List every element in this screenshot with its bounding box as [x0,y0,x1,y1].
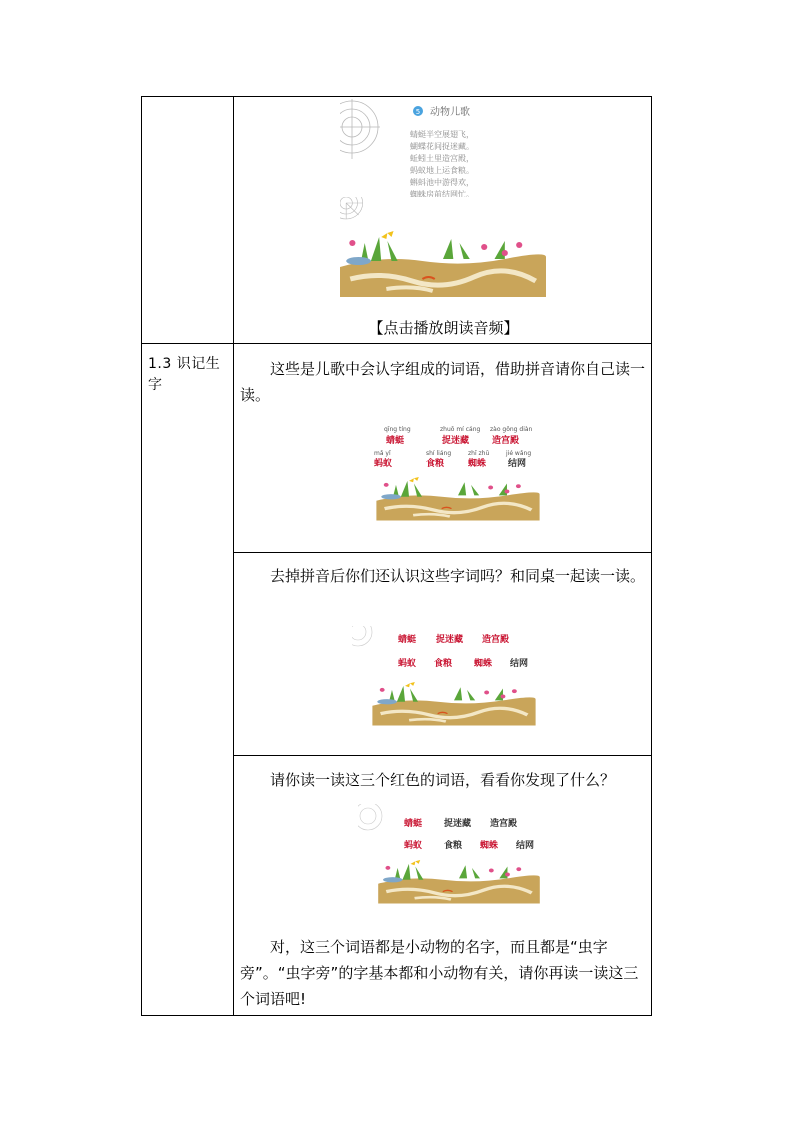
word-label: 造宫殿 [490,819,518,829]
word-label: 蚂蚁 [374,459,393,469]
word-label: 食粮 [426,459,445,469]
word-label: 蚂蚁 [404,841,423,851]
word-label: 蚂蚁 [398,659,417,669]
pinyin-label: shí liáng [426,450,452,457]
word-label: 蜘蛛 [480,841,499,851]
row-divider-3 [234,755,651,756]
pinyin-label: zhī zhū [468,450,490,457]
word-label: 蜘蛛 [474,659,493,669]
poem-line: 蜻蜓半空展翅飞， [410,130,474,139]
word-card [358,804,560,920]
poem-line: 蜘蛛房前结网忙。 [410,190,474,199]
section-label: 1.3 识记生字 [148,356,221,393]
poem-line: 蝴蝶花间捉迷藏。 [410,142,474,151]
word-label: 结网 [516,841,535,851]
poem-illustration [340,99,546,297]
word-label: 捉迷藏 [436,635,464,645]
word-label: 蜻蜓 [386,436,405,446]
poem-line: 蝌蚪池中游得欢， [410,178,474,187]
pinyin-label: zhuō mí cáng [440,426,481,433]
word-card [352,626,556,742]
question-text: 请你读一读这三个红色的词语，看看你发现了什么？ [270,771,616,789]
word-label: 蜻蜓 [404,819,423,829]
word-label: 捉迷藏 [442,436,470,446]
word-label: 蜻蜓 [398,635,417,645]
row-divider-2 [234,552,651,553]
word-label: 造宫殿 [482,635,510,645]
instruction-text: 这些是儿歌中会认字组成的词语，借助拼音请你自己读一读。 [240,360,646,404]
answer-text: 对，这三个词语都是小动物的名字，而且都是“虫字旁”。“虫字旁”的字基本都和小动物有关，请你再读一读这三个词语吧! [240,938,639,1008]
pinyin-label: jié wǎng [506,450,532,457]
pinyin-word-card [356,421,560,537]
row-divider-1 [142,343,651,344]
audio-play-link[interactable]: 【点击播放朗读音频】 [368,319,519,337]
poem-number: 5 [415,108,421,116]
poem-title: 动物儿歌 [430,107,470,118]
pinyin-label: zào gōng diàn [490,426,533,433]
pinyin-label: mǎ yǐ [374,450,391,457]
word-label: 造宫殿 [492,436,520,446]
word-label: 捉迷藏 [444,819,472,829]
lesson-table [141,96,652,1016]
word-label: 蜘蛛 [468,459,487,469]
poem-line: 蚯蚓土里造宫殿， [410,154,474,163]
word-label: 结网 [508,459,527,469]
column-divider [233,97,234,1015]
pinyin-label: qīng tíng [384,426,411,433]
word-label: 结网 [510,659,529,669]
word-label: 食粮 [444,841,463,851]
instruction-text: 去掉拼音后你们还认识这些字词吗？和同桌一起读一读。 [270,567,646,585]
poem-line: 蚂蚁地上运食粮。 [410,166,474,175]
word-label: 食粮 [434,659,453,669]
